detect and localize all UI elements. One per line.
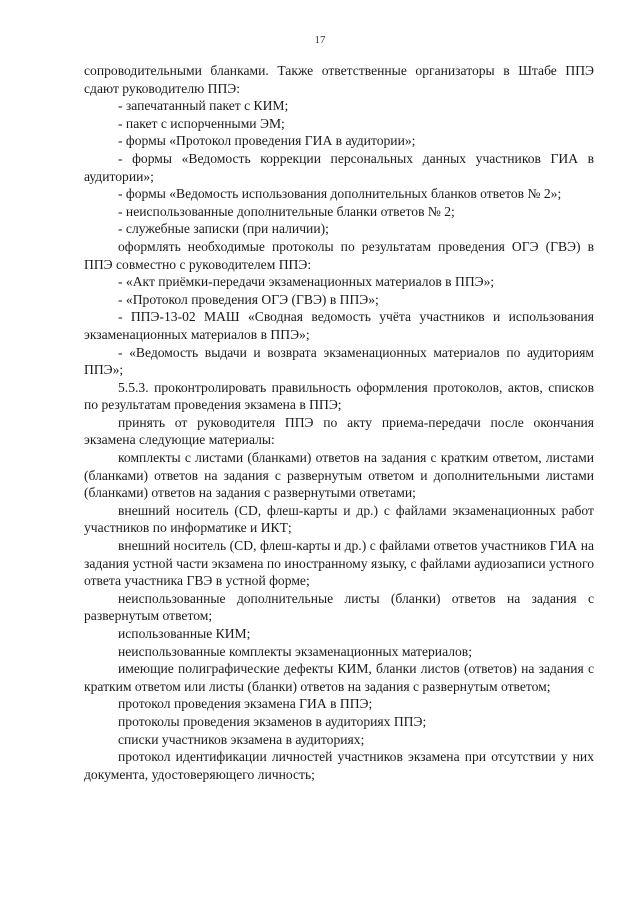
list-item: - запечатанный пакет с КИМ;	[118, 98, 289, 114]
document-body	[84, 62, 594, 783]
materials-item: протокол идентификации личностей участников экзамена при отсутствии у них документа, удостоверяющего личность;	[84, 749, 594, 782]
list-item: - «Протокол проведения ОГЭ (ГВЭ) в ППЭ»;	[118, 291, 379, 307]
materials-item: протоколы проведения экзаменов в аудиториях ППЭ;	[118, 713, 427, 729]
list-item: - формы «Ведомость использования дополнительных бланков ответов № 2»;	[118, 186, 562, 202]
paragraph: сопроводительными бланками. Также ответственные организаторы в Штабе ППЭ сдают руководителю ППЭ:	[84, 63, 594, 96]
list-item: - «Акт приёмки-передачи экзаменационных материалов в ППЭ»;	[118, 274, 495, 290]
materials-item: списки участников экзамена в аудиториях;	[118, 731, 365, 747]
materials-item: имеющие полиграфические дефекты КИМ, бланки листов (ответов) на задания с кратким ответом или листы (бланки) ответов на задания с развернутым ответом;	[84, 661, 594, 694]
list-item: - неиспользованные дополнительные бланки ответов № 2;	[118, 203, 455, 219]
list-item: - «Ведомость выдачи и возврата экзаменационных материалов по аудиториям ППЭ»;	[84, 344, 594, 378]
materials-item: внешний носитель (CD, флеш-карты и др.) с файлами ответов участников ГИА на задания устной части экзамена по иностранному языку, с файлами аудиозаписи устного ответа участника ГВЭ в устной форме;	[84, 538, 594, 589]
materials-item: использованные КИМ;	[118, 626, 251, 641]
list-item: - пакет с испорченными ЭМ;	[118, 115, 285, 131]
paragraph: оформлять необходимые протоколы по результатам проведения ОГЭ (ГВЭ) в ППЭ совместно с руководителем ППЭ:	[84, 238, 594, 272]
materials-item: комплекты с листами (бланками) ответов на задания с кратким ответом, листами (бланками) ответов на задания с развернутым ответом и дополнительными листами (бланками) ответов на задания с развернутыми ответами;	[84, 450, 594, 501]
materials-item: протокол проведения экзамена ГИА в ППЭ;	[118, 696, 373, 712]
materials-item: внешний носитель (CD, флеш-карты и др.) с файлами экзаменационных работ участников по информатике и ИКТ;	[84, 502, 594, 536]
list-item: - формы «Протокол проведения ГИА в аудитории»;	[118, 133, 416, 149]
section-paragraph: 5.5.3. проконтролировать правильность оформления протоколов, актов, списков по результатам проведения экзамена в ППЭ;	[84, 379, 594, 413]
materials-item: неиспользованные комплекты экзаменационных материалов;	[118, 643, 473, 659]
list-item: - ППЭ-13-02 МАШ «Сводная ведомость учёта участников и использования экзаменационных материалов в ППЭ»;	[84, 309, 594, 342]
list-item: - служебные записки (при наличии);	[118, 221, 329, 237]
list-item: - формы «Ведомость коррекции персональных данных участников ГИА в аудитории»;	[84, 150, 594, 184]
materials-item: неиспользованные дополнительные листы (бланки) ответов на задания с развернутым ответом;	[84, 590, 594, 624]
page-number: 17	[314, 34, 326, 46]
paragraph: принять от руководителя ППЭ по акту приема-передачи после окончания экзамена следующие материалы:	[84, 414, 594, 448]
